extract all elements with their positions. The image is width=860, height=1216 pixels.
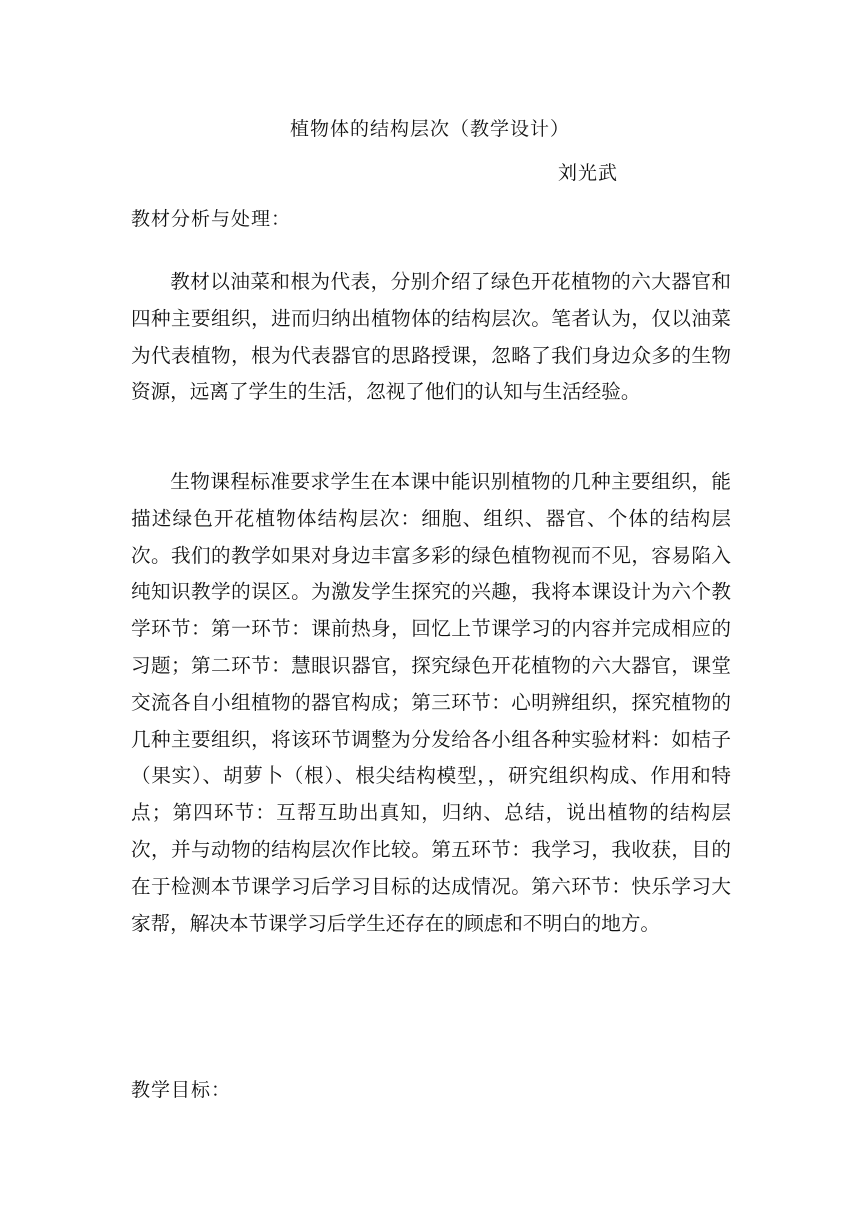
paragraph-materials-analysis: 教材以油菜和根为代表，分别介绍了绿色开花植物的六大器官和四种主要组织，进而归纳出植物体的结构层次。笔者认为，仅以油菜为代表植物，根为代表器官的思路授课，忽略了我们身边众多的生物资源，远离了学生的生活，忽视了他们的认知与生活经验。 [131, 270, 731, 404]
paragraph-curriculum-design: 生物课程标准要求学生在本课中能识别植物的几种主要组织，能描述绿色开花植物体结构层次：细胞、组织、器官、个体的结构层次。我们的教学如果对身边丰富多彩的绿色植物视而不见，容易陷入纯知识教学的误区。为激发学生探究的兴趣，我将本课设计为六个教学环节：第一环节：课前热身，回忆上节课学习的内容并完成相应的习题；第二环节：慧眼识器官，探究绿色开花植物的六大器官，课堂交流各自小组植物的器官构成；第三环节：心明辨组织，探究植物的几种主要组织，将该环节调整为分发给各小组各种实验材料：如桔子（果实）、胡萝卜（根）、根尖结构模型，，研究组织构成、作用和特点；第四环节：互帮互助出真知，归纳、总结，说出植物的结构层次，并与动物的结构层次作比较。第五环节：我学习，我收获，目的在于检测本节课学习后学习目标的达成情况。第六环节：快乐学习大家帮，解决本节课学习后学生还存在的顾虑和不明白的地方。 [131, 470, 731, 935]
document-title: 植物体的结构层次（教学设计） [289, 118, 570, 140]
document-author: 刘光武 [558, 162, 619, 184]
section-heading-teaching-goals: 教学目标： [131, 1079, 232, 1101]
section-heading-materials-analysis: 教材分析与处理： [131, 208, 292, 230]
